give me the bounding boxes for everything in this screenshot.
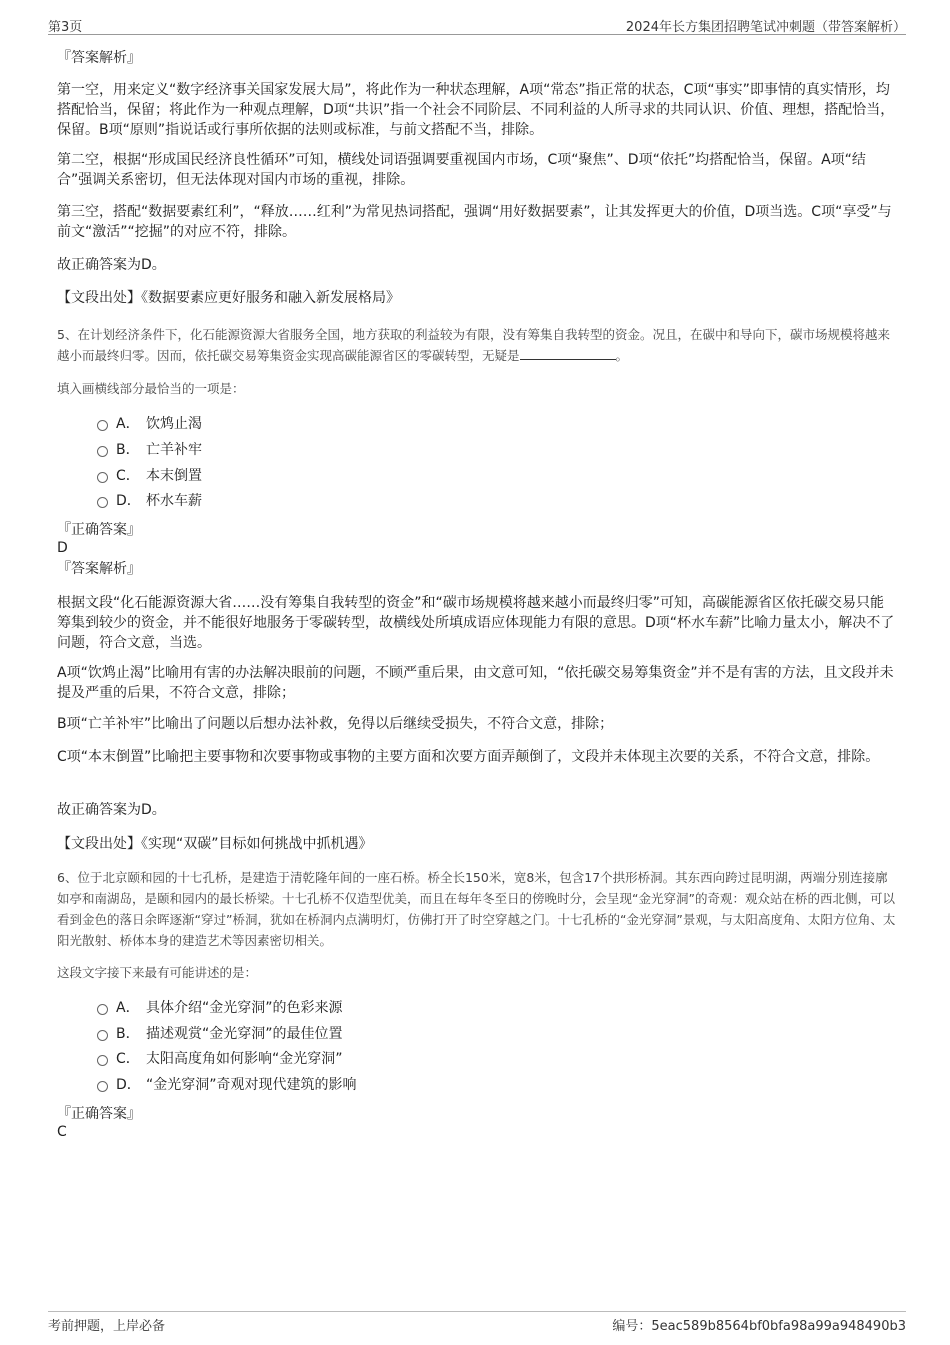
answer-blank [520,347,616,360]
q4-analysis-label: 『答案解析』 [57,50,141,66]
radio-icon[interactable] [97,1004,108,1015]
q5-option-a[interactable]: A． 饮鸩止渴 [97,414,202,434]
radio-icon[interactable] [97,472,108,483]
q6-option-d[interactable]: D． “金光穿洞”奇观对现代建筑的影响 [97,1075,357,1095]
radio-icon[interactable] [97,497,108,508]
document-id: 编号：5eac589b8564bf0bfa98a99a948490b3 [612,1319,906,1334]
q5-analysis-p2: A项“饮鸩止渴”比喻用有害的办法解决眼前的问题，不顾严重后果，由文意可知，“依托碳交易筹集资金”并不是有害的方法，且文段并未提及严重的后果，不符合文意，排除； [57,665,894,701]
q4-conclusion: 故正确答案为D。 [57,257,166,273]
q6-prompt: 这段文字接下来最有可能讲述的是： [57,965,258,980]
q5-analysis-p1: 根据文段“化石能源资源大省……没有筹集自我转型的资金”和“碳市场规模将越来越小而最终归零”可知，高碳能源省区依托碳交易只能筹集到较少的资金，并不能很好地服务于零碳转型，故横线处所填成语应体现能力有限的意思。D项“杯水车薪”比喻力量太小，解决不了问题，符合文意，当选。 [57,595,895,651]
q5-stem: 5、在计划经济条件下，化石能源资源大省服务全国，地方获取的利益较为有限，没有筹集自我转型的资金。况且，在碳中和导向下，碳市场规模将越来越小而最终归零。因而，依托碳交易筹集资金实现高碳能源省区的零碳转型，无疑是 。 [57,327,890,363]
q5-option-b[interactable]: B． 亡羊补牢 [97,440,202,460]
radio-icon[interactable] [97,1030,108,1041]
q5-source: 【文段出处】《实现“双碳”目标如何挑战中抓机遇》 [57,836,373,852]
q5-analysis-p4: C项“本末倒置”比喻把主要事物和次要事物或事物的主要方面和次要方面弄颠倒了，文段并未体现主次要的关系，不符合文意，排除。 [57,749,880,765]
q6-correct-answer: C [57,1124,67,1140]
q5-correct-answer: D [57,540,68,556]
radio-icon[interactable] [97,1081,108,1092]
q6-option-b[interactable]: B． 描述观赏“金光穿洞”的最佳位置 [97,1024,343,1044]
q5-prompt: 填入画横线部分最恰当的一项是： [57,381,245,396]
document-title: 2024年长方集团招聘笔试冲刺题（带答案解析） [625,20,906,35]
q4-analysis-p2: 第二空，根据“形成国民经济良性循环”可知，横线处词语强调要重视国内市场，C项“聚焦”、D项“依托”均搭配恰当，保留。A项“结合”强调关系密切，但无法体现对国内市场的重视，排除。 [57,152,866,188]
q4-analysis-p1: 第一空，用来定义“数字经济事关国家发展大局”，将此作为一种状态理解，A项“常态”指正常的状态，C项“事实”即事情的真实情形，均搭配恰当，保留；将此作为一种观点理解，D项“共识”指一个社会不同阶层、不同利益的人所寻求的共同认识、价值、理想，搭配恰当，保留。B项“原则”指说话或行事所依据的法则或标准，与前文搭配不当，排除。 [57,82,895,138]
q6-stem: 6、位于北京颐和园的十七孔桥，是建造于清乾隆年间的一座石桥。桥全长150米，宽8米，包含17个拱形桥洞。其东西向跨过昆明湖，两端分别连接廓如亭和南湖岛，是颐和园内的最长桥梁。十七孔桥不仅造型优美，而且在每年冬至日的傍晚时分，会呈现“金光穿洞”的奇观：观众站在桥的西北侧，可以看到金色的落日余晖逐渐“穿过”桥洞，犹如在桥洞内点满明灯，仿佛打开了时空穿越之门。十七孔桥的“金光穿洞”景观，与太阳高度角、太阳方位角、太阳光散射、桥体本身的建造艺术等因素密切相关。 [57,870,896,948]
q6-option-a[interactable]: A． 具体介绍“金光穿洞”的色彩来源 [97,998,343,1018]
q5-option-d[interactable]: D． 杯水车薪 [97,491,202,511]
q5-analysis-label: 『答案解析』 [57,561,141,577]
q5-analysis-p3: B项“亡羊补牢”比喻出了问题以后想办法补救，免得以后继续受损失，不符合文意，排除； [57,716,614,732]
q4-analysis-p3: 第三空，搭配“数据要素红利”，“释放……红利”为常见热词搭配，强调“用好数据要素”，让其发挥更大的价值，D项当选。C项“享受”与前文“激活”“挖掘”的对应不符，排除。 [57,204,892,240]
radio-icon[interactable] [97,1055,108,1066]
q5-conclusion: 故正确答案为D。 [57,802,166,818]
q4-source: 【文段出处】《数据要素应更好服务和融入新发展格局》 [57,290,400,306]
radio-icon[interactable] [97,446,108,457]
page-number: 第3页 [48,20,83,35]
q5-correct-label: 『正确答案』 [57,522,141,538]
q5-option-c[interactable]: C． 本末倒置 [97,466,202,486]
q6-correct-label: 『正确答案』 [57,1106,141,1122]
q6-option-c[interactable]: C． 太阳高度角如何影响“金光穿洞” [97,1049,343,1069]
footer-slogan: 考前押题，上岸必备 [48,1319,166,1334]
page-header [48,14,906,35]
radio-icon[interactable] [97,420,108,431]
page-footer [48,1311,906,1332]
